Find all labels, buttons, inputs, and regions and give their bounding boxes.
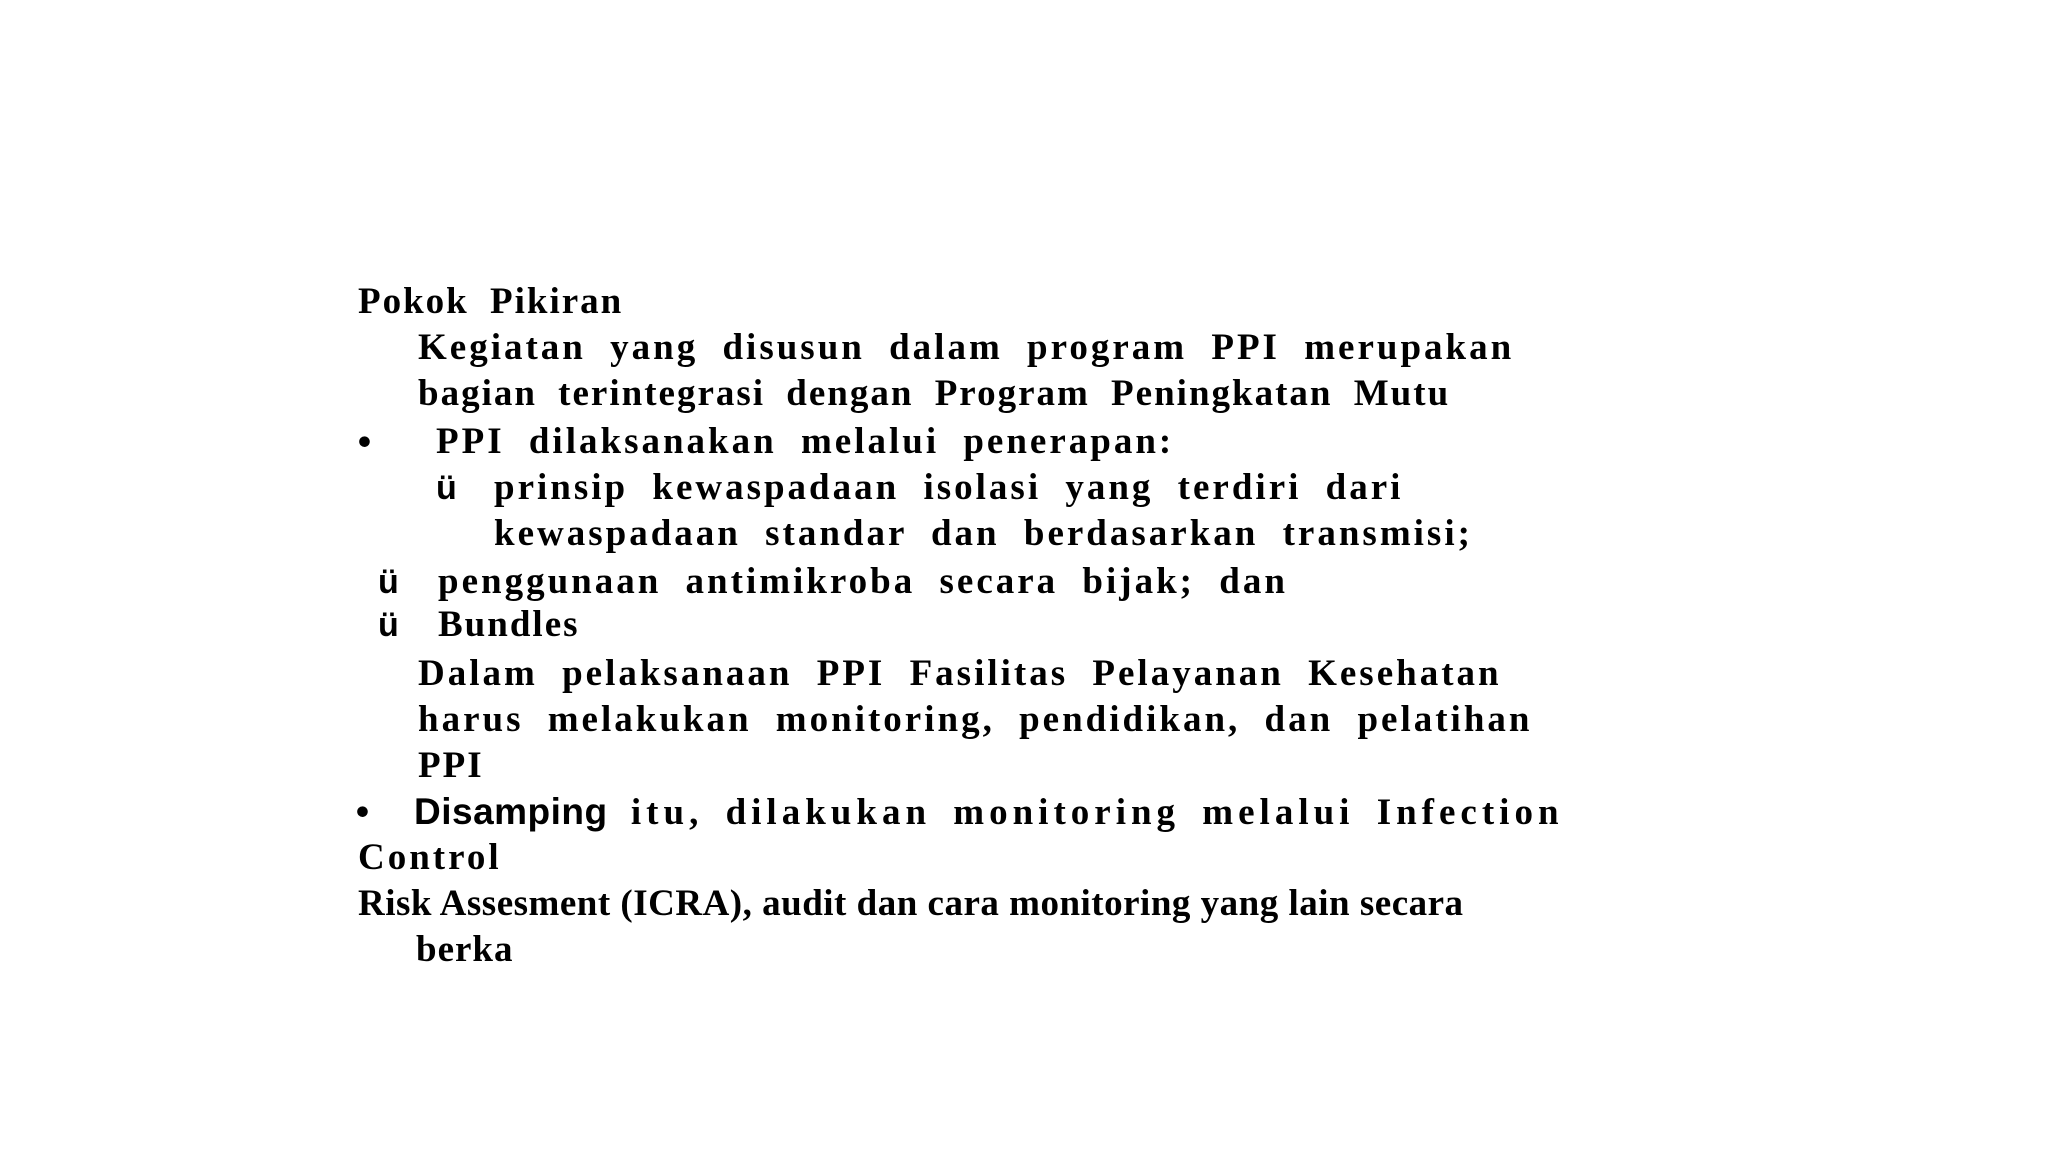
para1-line1: Kegiatan yang disusun dalam program PPI merupakan <box>418 327 1515 368</box>
check-icon: ü <box>378 606 399 644</box>
bullet2-text <box>414 790 1564 835</box>
control-line: Control <box>358 837 502 878</box>
check1-line2: kewaspadaan standar dan berdasarkan transmisi; <box>494 513 1473 554</box>
bullet2-lead: Disamping <box>414 791 608 832</box>
icra-line: Risk Assesment (ICRA), audit dan cara monitoring yang lain secara <box>358 883 1464 924</box>
para1-line2: bagian terintegrasi dengan Program Peningkatan Mutu <box>418 373 1451 414</box>
bullet-icon: • <box>358 421 371 462</box>
berka-line: berka <box>416 929 514 970</box>
bullet1-text: PPI dilaksanakan melalui penerapan: <box>436 421 1175 462</box>
bullet-icon: • <box>356 791 369 832</box>
bullet2-rest: itu, dilakukan monitoring melalui Infection <box>630 792 1564 833</box>
check-icon: ü <box>378 563 399 601</box>
check1-line1: prinsip kewaspadaan isolasi yang terdiri dari <box>494 467 1404 508</box>
check-icon: ü <box>436 469 457 507</box>
heading: Pokok Pikiran <box>358 281 624 322</box>
para2-line3: PPI <box>418 745 484 786</box>
check3-text: Bundles <box>438 604 580 645</box>
para2-line1: Dalam pelaksanaan PPI Fasilitas Pelayanan Kesehatan <box>418 653 1502 694</box>
check2-text: penggunaan antimikroba secara bijak; dan <box>438 561 1288 602</box>
para2-line2: harus melakukan monitoring, pendidikan, dan pelatihan <box>418 699 1533 740</box>
